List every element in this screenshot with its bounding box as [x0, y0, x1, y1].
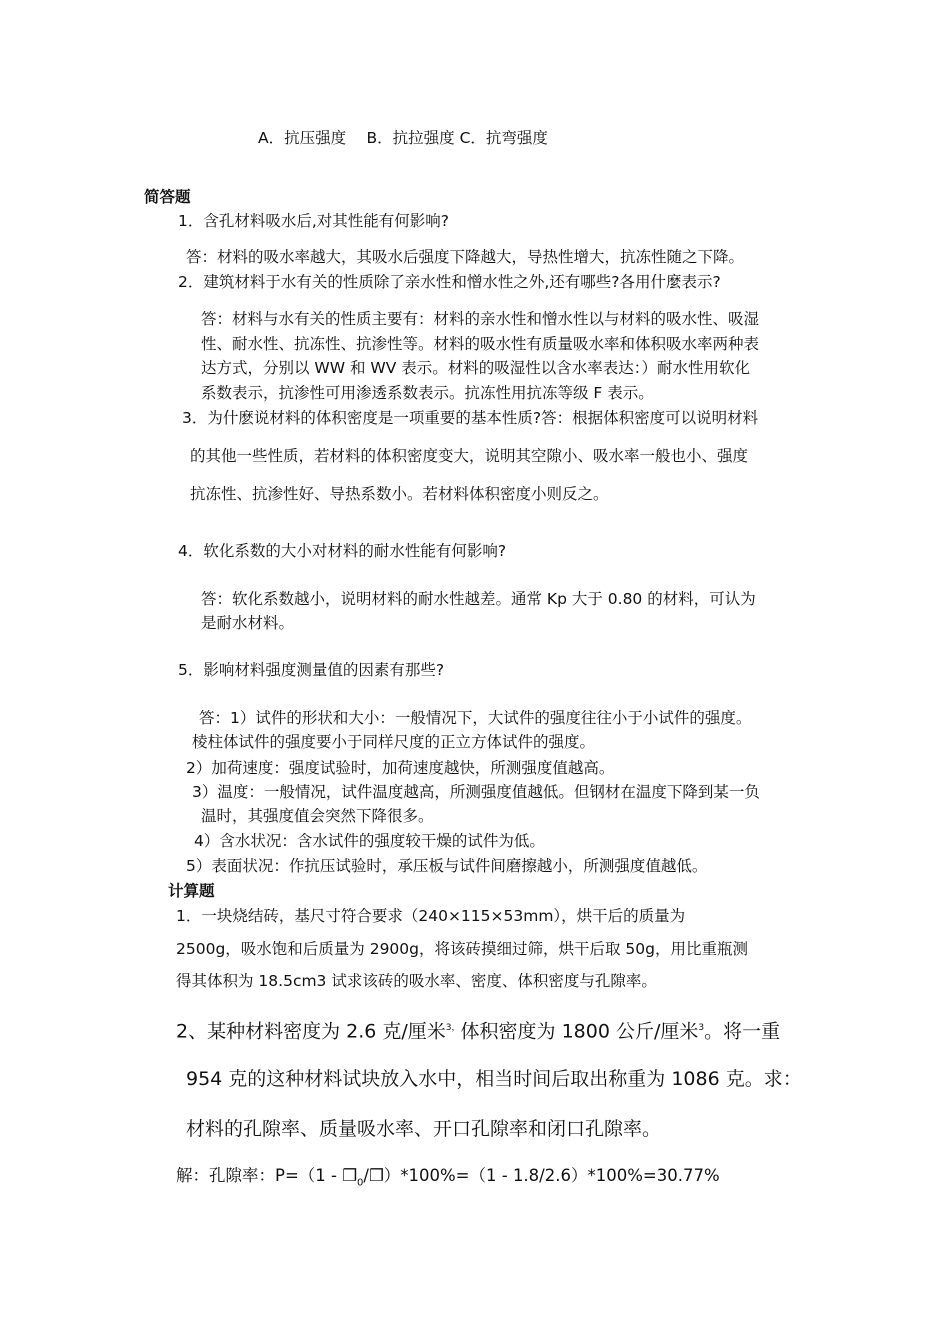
options-line: A．抗压强度 B．抗拉强度 C．抗弯强度: [258, 129, 548, 147]
answer-5-line: 5）表面状况：作抗压试验时，承压板与试件间磨擦越小，所测强度值越低。: [186, 857, 708, 875]
answer-2-line: 答：材料与水有关的性质主要有：材料的亲水性和憎水性以与材料的吸水性、吸湿: [201, 310, 760, 328]
answer-1: 答：材料的吸水率越大，其吸水后强度下降越大，导热性增大，抗冻性随之下降。: [186, 248, 745, 266]
superscript: 3，: [445, 1023, 461, 1033]
question-4: 4．软化系数的大小对材料的耐水性能有何影响?: [178, 542, 507, 560]
calc-heading: 计算题: [168, 882, 215, 900]
question-3-line: 抗冻性、抗渗性好、导热系数小。若材料体积密度小则反之。: [190, 485, 609, 503]
calc-problem-2-line: 材料的孔隙率、质量吸水率、开口孔隙率和闭口孔隙率。: [186, 1118, 662, 1140]
solution-text: 解：孔隙率：P=（1 -: [176, 1166, 343, 1185]
density-symbol: ❒: [368, 1166, 384, 1185]
answer-2-line: 达方式，分别以 WW 和 WV 表示。材料的吸湿性以含水率表达：）耐水性用软化: [201, 359, 751, 377]
answer-2-line: 系数表示，抗渗性可用渗透系数表示。抗冻性用抗冻等级 F 表示。: [201, 384, 654, 402]
calc-problem-1-line: 1．一块烧结砖，基尺寸符合要求（240×115×53mm），烘干后的质量为: [176, 907, 686, 925]
subscript: 0: [357, 1177, 364, 1189]
question-1: 1．含孔材料吸水后,对其性能有何影响?: [178, 212, 450, 230]
problem-2-text: 2、某种材料密度为 2.6 克/厘米: [176, 1020, 446, 1043]
solution-text: ）*100%=（1 - 1.8/2.6）*100%=30.77%: [383, 1166, 720, 1185]
problem-2-text: 体积密度为 1800 公斤/厘米: [460, 1020, 699, 1043]
short-answer-heading: 简答题: [144, 188, 191, 206]
answer-5-line: 2）加荷速度：强度试验时，加荷速度越快，所测强度值越高。: [186, 759, 615, 777]
answer-5-line: 4）含水状况：含水试件的强度较干燥的试件为低。: [194, 832, 545, 850]
calc-problem-1-line: 2500g，吸水饱和后质量为 2900g，将该砖摸细过筛，烘干后取 50g，用比重瓶测: [176, 940, 748, 958]
question-5: 5．影响材料强度测量值的因素有那些?: [178, 661, 445, 679]
answer-5-line: 3）温度：一般情况，试件温度越高，所测强度值越低。但钢材在温度下降到某一负: [192, 783, 760, 801]
solution-line: [176, 1166, 720, 1193]
calc-problem-1-line: 得其体积为 18.5cm3 试求该砖的吸水率、密度、体积密度与孔隙率。: [176, 972, 657, 990]
answer-5-line: 棱柱体试件的强度要小于同样尺度的正立方体试件的强度。: [192, 733, 596, 751]
answer-4-line: 答：软化系数越小，说明材料的耐水性越差。通常 Kp 大于 0.80 的材料，可认为: [201, 590, 756, 608]
question-3-line: 3．为什麽说材料的体积密度是一项重要的基本性质?答：根据体积密度可以说明材料: [182, 409, 759, 427]
answer-4-line: 是耐水材料。: [201, 614, 295, 632]
answer-5-line: 答：1）试件的形状和大小：一般情况下，大试件的强度往往小于小试件的强度。: [199, 709, 752, 727]
answer-2-line: 性、耐水性、抗冻性、抗渗性等。材料的吸水性有质量吸水率和体积吸水率两种表: [201, 335, 760, 353]
answer-5-line: 温时，其强度值会突然下降很多。: [201, 807, 434, 825]
calc-problem-2-line: 954 克的这种材料试块放入水中，相当时间后取出称重为 1086 克。求：: [186, 1068, 802, 1090]
density-symbol: ❒: [342, 1166, 358, 1185]
question-3-line: 的其他一些性质，若材料的体积密度变大，说明其空隙小、吸水率一般也小、强度: [190, 447, 749, 465]
problem-2-text: 。将一重: [704, 1020, 781, 1043]
question-2: 2．建筑材料于水有关的性质除了亲水性和憎水性之外,还有哪些?各用什麼表示?: [178, 273, 721, 291]
solution-text: /: [363, 1166, 369, 1185]
superscript: 3: [698, 1023, 705, 1033]
calc-problem-2-line: [176, 1016, 780, 1043]
